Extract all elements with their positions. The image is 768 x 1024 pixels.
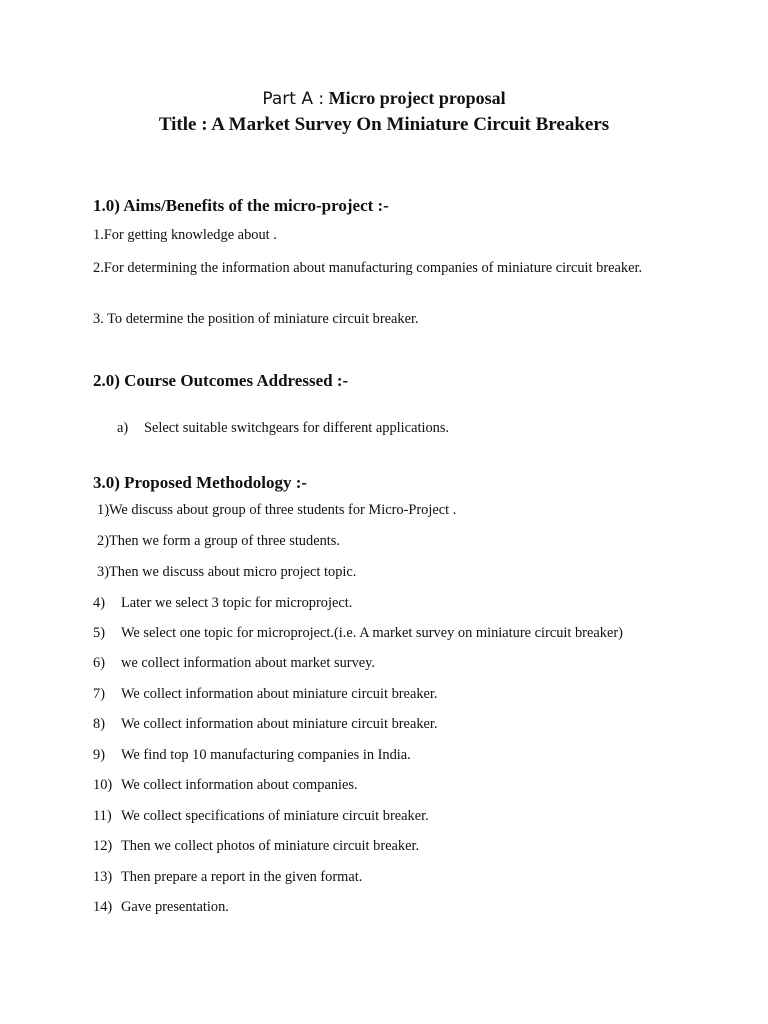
part-title — [0, 88, 768, 109]
method-text-12: Then we collect photos of miniature circuit breaker. — [121, 838, 420, 854]
method-num-7: 7) — [93, 686, 105, 702]
method-text-5: We select one topic for microproject.(i.e. A market survey on miniature circuit breaker) — [121, 625, 623, 641]
aim-item-3: 3. To determine the position of miniature circuit breaker. — [93, 311, 419, 327]
aim-item-1: 1.For getting knowledge about . — [93, 227, 277, 243]
method-item-2 — [97, 533, 340, 550]
method-num-14: 14) — [93, 899, 113, 915]
method-num-4: 4) — [93, 595, 105, 611]
document-title: Title : A Market Survey On Miniature Circuit Breakers — [158, 114, 610, 135]
method-num-8: 8) — [93, 716, 105, 732]
method-text-11: We collect specifications of miniature circuit breaker. — [121, 808, 429, 824]
method-num-10: 10) — [93, 777, 113, 793]
method-text-8: We collect information about miniature circuit breaker. — [121, 716, 438, 732]
method-text-4: Later we select 3 topic for microproject. — [121, 595, 353, 611]
method-text-13: Then prepare a report in the given format. — [121, 869, 363, 885]
method-num-5: 5) — [93, 625, 105, 641]
method-item-1 — [97, 502, 456, 519]
method-item-3 — [97, 564, 356, 581]
method-num-11: 11) — [93, 808, 112, 824]
method-num-13: 13) — [93, 869, 113, 885]
outcome-marker: a) — [117, 420, 129, 436]
method-text-6: we collect information about market survey. — [121, 655, 376, 671]
aim-item-2: 2.For determining the information about manufacturing companies of miniature circuit breaker. — [93, 260, 643, 276]
method-num-9: 9) — [93, 747, 105, 763]
method-item-2-text: Then we form a group of three students. — [109, 533, 340, 549]
method-text-10: We collect information about companies. — [121, 777, 358, 793]
section-3-heading: 3.0) Proposed Methodology :- — [93, 473, 308, 492]
outcome-item: Select suitable switchgears for different applications. — [144, 420, 450, 436]
section-2-heading: 2.0) Course Outcomes Addressed :- — [93, 371, 349, 390]
method-text-14: Gave presentation. — [121, 899, 229, 915]
method-item-3-text: Then we discuss about micro project topic. — [109, 564, 357, 580]
method-item-3-num: 3) — [97, 564, 109, 580]
method-item-2-num: 2) — [97, 533, 109, 549]
method-text-9: We find top 10 manufacturing companies in India. — [121, 747, 411, 763]
part-prefix: Part A : — [262, 89, 325, 109]
section-1-heading: 1.0) Aims/Benefits of the micro-project :- — [93, 196, 389, 215]
method-num-12: 12) — [93, 838, 113, 854]
part-rest: Micro project proposal — [324, 88, 506, 108]
method-item-1-paren: ) — [104, 502, 109, 518]
method-num-6: 6) — [93, 655, 105, 671]
method-item-1-text: We discuss about group of three students for Micro-Project . — [109, 502, 457, 518]
method-item-1-num: 1 — [97, 502, 105, 518]
method-text-7: We collect information about miniature circuit breaker. — [121, 686, 438, 702]
